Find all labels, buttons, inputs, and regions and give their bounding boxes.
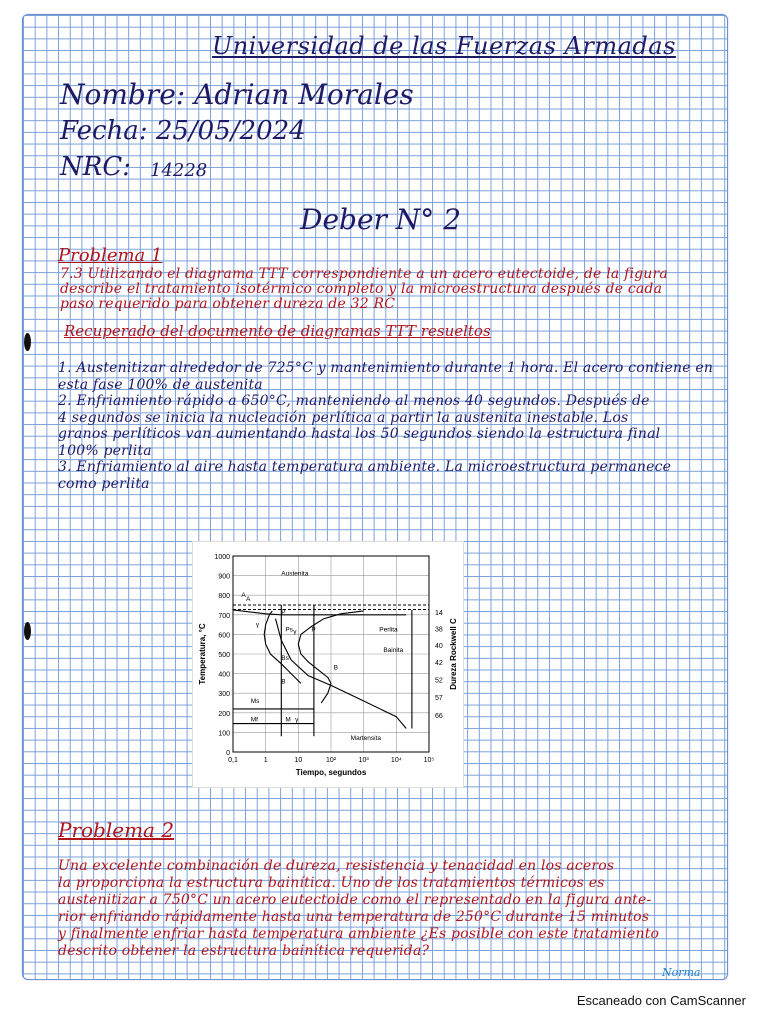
- region-label: B: [333, 664, 338, 672]
- y-tick-label: 900: [218, 573, 230, 581]
- region-label: Bs: [281, 654, 289, 662]
- series-line: [264, 608, 301, 684]
- statement-line: y finalmente enfriar hasta temperatura ambiente ¿Es posible con este tratamiento: [58, 926, 660, 942]
- region-label: P: [311, 626, 316, 634]
- source-note: Recuperado del documento de diagramas TTT resueltos: [64, 322, 491, 340]
- answer-line: 2. Enfriamiento rápido a 650°C, manteniendo al menos 40 segundos. Después de: [58, 393, 650, 409]
- y-tick-label: 300: [218, 691, 230, 699]
- statement-line: 7.3 Utilizando el diagrama TTT correspondiente a un acero eutectoide, de la figura: [60, 266, 668, 282]
- answer-line: esta fase 100% de austenita: [58, 376, 263, 393]
- statement-line: la proporciona la estructura bainítica. Uno de los tratamientos térmicos es: [58, 875, 605, 891]
- region-label: γ: [293, 628, 297, 636]
- region-label: Mf: [250, 716, 259, 724]
- region-label: γ: [295, 716, 299, 724]
- problem2-statement: [58, 858, 659, 960]
- statement-line: descrito obtener la estructura bainítica requerida?: [58, 943, 430, 959]
- region-label: A: [245, 596, 251, 604]
- region-label: Austenita: [281, 570, 309, 578]
- region-label: Ms: [250, 698, 260, 705]
- series-line: [233, 610, 406, 615]
- student-name: Nombre: Adrian Morales: [60, 78, 414, 111]
- answer-line: granos perlíticos van aumentando hasta los 50 segundos siendo la estructura final: [58, 426, 661, 442]
- region-label: P: [281, 608, 286, 616]
- region-label: A: [241, 592, 246, 600]
- y-tick-label: 1000: [214, 554, 230, 561]
- hardness-tick-label: 14: [435, 609, 443, 617]
- x-tick-label: 10²: [325, 757, 337, 764]
- answer-line: 3. Enfriamiento al aire hasta temperatura ambiente. La microestructura permanece: [58, 459, 672, 475]
- y-tick-label: 700: [218, 612, 230, 620]
- statement-line: paso requerido para obtener dureza de 32 RC: [60, 296, 396, 312]
- hardness-tick-label: 38: [435, 626, 443, 634]
- y-axis-label: Temperatura, °C: [198, 623, 207, 685]
- y-tick-label: 400: [218, 671, 230, 679]
- hardness-tick-label: 52: [435, 677, 443, 685]
- x-tick-label: 0,1: [228, 757, 238, 764]
- region-label: M: [285, 716, 291, 724]
- region-label: B: [281, 678, 286, 686]
- hardness-tick-label: 66: [435, 712, 443, 720]
- notebook-brand-logo: Norma: [662, 966, 701, 979]
- ttt-diagram: [192, 541, 464, 788]
- binder-hole: [24, 622, 31, 640]
- region-label: γ: [255, 621, 260, 629]
- y-tick-label: 0: [226, 750, 230, 757]
- y-tick-label: 800: [218, 593, 230, 601]
- statement-line: describe el tratamiento isotérmico completo y la microestructura después de cada: [60, 281, 663, 297]
- region-label: Perlita: [379, 626, 398, 634]
- problem2-heading: Problema 2: [58, 818, 175, 842]
- ttt-chart-svg: [193, 542, 463, 787]
- y2-axis-label: Dureza Rockwell C: [449, 618, 458, 690]
- scanner-watermark: Escaneado con CamScanner: [576, 993, 746, 1008]
- x-tick-label: 10⁵: [423, 757, 435, 764]
- answer-line: como perlita: [58, 475, 150, 492]
- date-line: Fecha: 25/05/2024: [60, 116, 306, 146]
- problem1-answer: [58, 360, 713, 492]
- statement-line: austenitizar a 750°C un acero eutectoide como el representado en la figura ante-: [58, 892, 652, 908]
- x-tick-label: 10⁴: [390, 757, 402, 764]
- y-tick-label: 200: [218, 710, 230, 718]
- region-label: Bainita: [383, 647, 404, 655]
- statement-line: rior enfriando rápidamente hasta una temperatura de 250°C durante 15 minutos: [58, 909, 650, 925]
- statement-line: Una excelente combinación de dureza, resistencia y tenacidad en los aceros: [58, 858, 615, 874]
- y-tick-label: 600: [218, 632, 230, 640]
- nrc-label: NRC:: [60, 152, 131, 182]
- answer-line: 1. Austenitizar alrededor de 725°C y mantenimiento durante 1 hora. El acero contiene en: [58, 360, 714, 376]
- x-tick-label: 1: [263, 757, 268, 764]
- x-tick-label: 10³: [358, 757, 369, 764]
- x-axis-label: Tiempo, segundos: [295, 768, 367, 777]
- problem1-heading: Problema 1: [58, 245, 163, 266]
- answer-line: 100% perlita: [58, 442, 152, 459]
- x-tick-label: 10: [294, 757, 303, 764]
- hardness-tick-label: 57: [435, 695, 443, 703]
- hardness-tick-label: 40: [435, 643, 443, 651]
- assignment-title: Deber N° 2: [300, 203, 462, 236]
- university-title: Universidad de las Fuerzas Armadas: [212, 32, 676, 60]
- y-tick-label: 500: [218, 652, 230, 659]
- problem1-statement: [60, 267, 720, 312]
- hardness-tick-label: 42: [435, 659, 443, 667]
- answer-line: 4 segundos se inicia la nucleación perlítica a partir la austenita inestable. Los: [58, 409, 629, 426]
- binder-hole: [24, 333, 31, 351]
- y-tick-label: 100: [218, 730, 230, 738]
- nrc-value: 14228: [150, 160, 208, 181]
- region-label: Ps: [285, 626, 293, 634]
- region-label: Martensita: [350, 735, 382, 743]
